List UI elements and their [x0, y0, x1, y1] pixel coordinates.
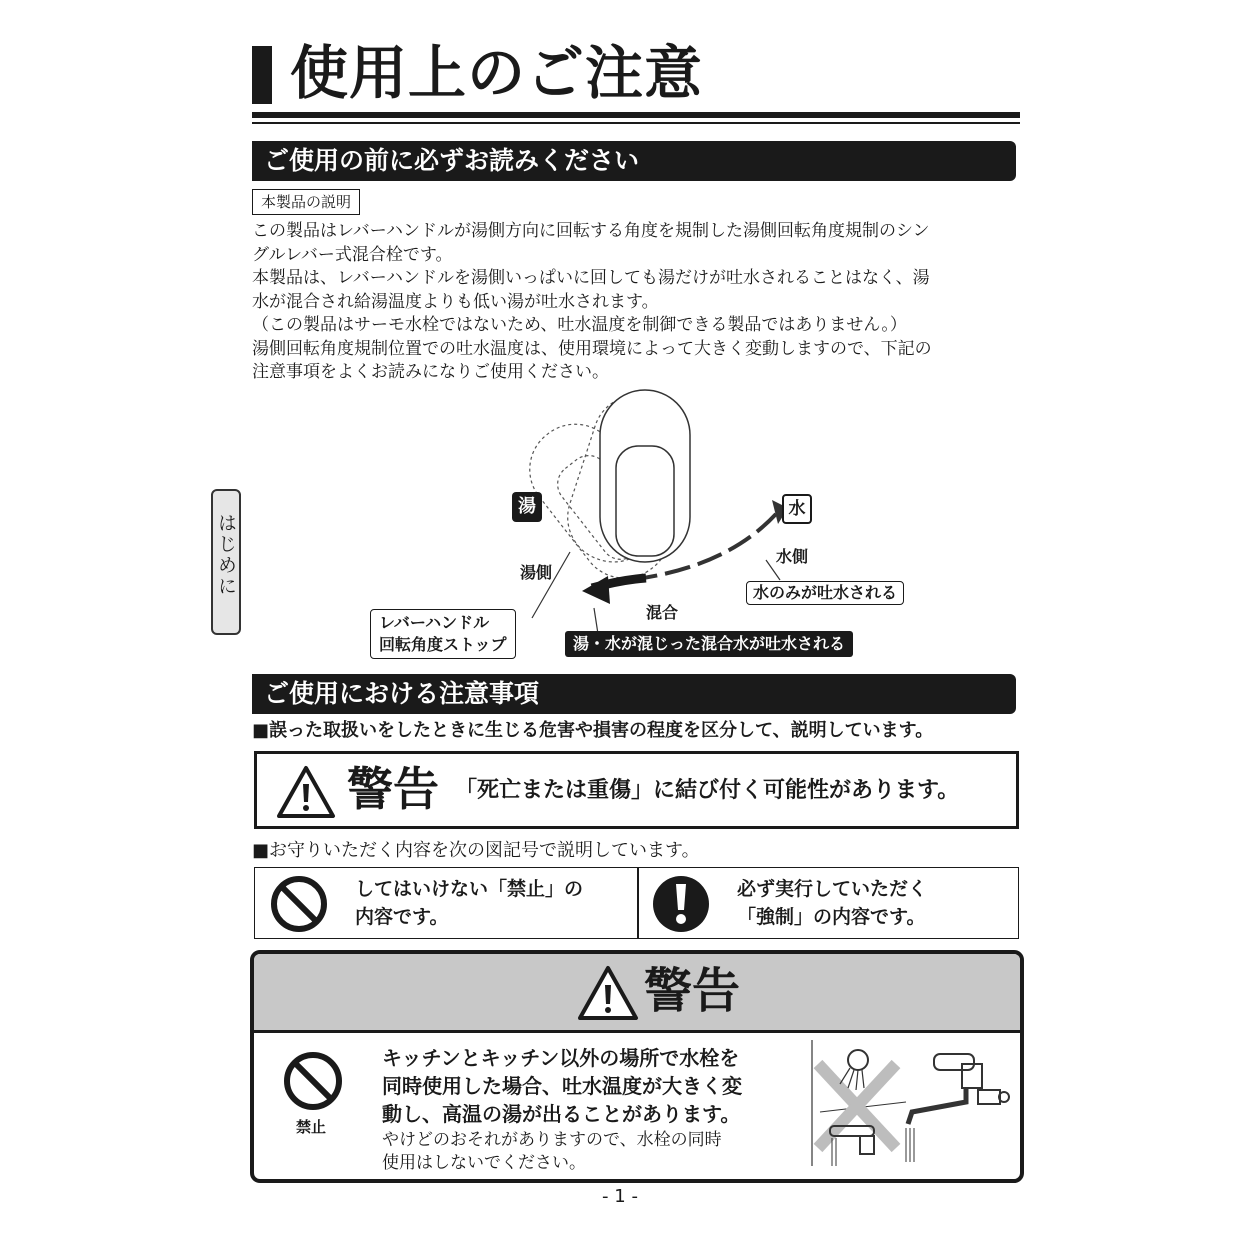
- description-line: （この製品はサーモ水栓ではないため、吐水温度を制御できる製品ではありません。）: [252, 315, 907, 335]
- description-line: グルレバー式混合栓です。: [252, 244, 453, 265]
- mixed-water-callout: 湯・水が混じった混合水が吐水される: [565, 631, 853, 657]
- lever-rotation-diagram: [360, 382, 960, 682]
- mix-label: 混合: [646, 603, 679, 622]
- warning-sub-line: 使用はしないでください。: [382, 1153, 586, 1173]
- prohibited-icon: [282, 1050, 344, 1112]
- symbol-divider: [637, 868, 639, 938]
- warning-level-label: 警告: [347, 762, 439, 816]
- side-tab-label: はじめに: [215, 513, 237, 597]
- warning-triangle-icon: [275, 764, 337, 820]
- page-title: 使用上のご注意: [290, 39, 704, 107]
- mandatory-text-line2: 「強制」の内容です。: [737, 906, 926, 928]
- product-description-label: 本製品の説明: [252, 189, 360, 215]
- warning-main-line: キッチンとキッチン以外の場所で水栓を: [382, 1046, 740, 1070]
- description-line: 湯側回転角度規制位置での吐水温度は、使用環境によって大きく変動しますので、下記の: [252, 338, 932, 359]
- description-line: 本製品は、レバーハンドルを湯側いっぱいに回しても湯だけが吐水されることはなく、湯: [252, 268, 930, 288]
- warning-box-header: [254, 954, 1020, 1033]
- warning-sub-line: やけどのおそれがありますので、水栓の同時: [382, 1130, 722, 1150]
- warning-main-line: 動し、高温の湯が出ることがあります。: [382, 1102, 741, 1126]
- warning-box: [250, 950, 1024, 1183]
- description-line: 注意事項をよくお読みになりご使用ください。: [252, 362, 609, 382]
- side-tab-introduction[interactable]: [211, 489, 241, 635]
- hot-badge: 湯: [512, 492, 542, 522]
- warning-box-title: 警告: [644, 963, 741, 1019]
- rotation-stop-callout: [370, 609, 516, 659]
- title-accent-bar: [252, 46, 272, 104]
- cold-only-callout: 水のみが吐水される: [746, 581, 904, 605]
- rotation-stop-line2: 回転角度ストップ: [379, 635, 507, 654]
- mandatory-text-line1: 必ず実行していただく: [737, 878, 928, 900]
- warning-triangle-icon: [576, 964, 640, 1022]
- rotation-stop-line1: レバーハンドル: [379, 613, 490, 632]
- warning-level-banner: [254, 751, 1019, 829]
- page-number: - 1 -: [602, 1186, 638, 1207]
- warning-main-line: 同時使用した場合、吐水温度が大きく変: [382, 1074, 742, 1098]
- section-header-usage-cautions: ご使用における注意事項: [252, 674, 1016, 714]
- symbol-intro: ■お守りいただく内容を次の図記号で説明しています。: [252, 840, 700, 861]
- warning-main-text: [382, 1044, 742, 1128]
- prohibited-label: 禁止: [296, 1118, 327, 1136]
- prohibited-icon: [269, 874, 329, 934]
- description-line: この製品はレバーハンドルが湯側方向に回転する角度を規制した湯側回転角度規制のシン: [252, 221, 930, 241]
- warning-sub-text: [382, 1129, 722, 1175]
- hazard-classification-intro: ■誤った取扱いをしたときに生じる危害や損害の程度を区分して、説明しています。: [252, 720, 934, 741]
- section-header-before-use: ご使用の前に必ずお読みください: [252, 141, 1016, 181]
- mandatory-icon: [651, 874, 711, 934]
- prohibited-text-line2: 内容です。: [355, 906, 449, 928]
- title-rule-thin: [252, 122, 1020, 124]
- prohibited-text-line1: してはいけない「禁止」の: [355, 878, 584, 900]
- simultaneous-use-illustration: [806, 1040, 1020, 1170]
- symbol-legend-table: [254, 867, 1019, 939]
- warning-level-description: 「死亡または重傷」に結び付く可能性があります。: [455, 778, 960, 803]
- hot-side-label: 湯側: [520, 563, 553, 582]
- cold-side-label: 水側: [776, 547, 809, 566]
- cold-badge: 水: [782, 494, 812, 524]
- description-line: 水が混合され給湯温度よりも低い湯が吐水されます。: [252, 291, 659, 312]
- product-description: [252, 220, 1012, 385]
- title-rule-thick: [252, 112, 1020, 118]
